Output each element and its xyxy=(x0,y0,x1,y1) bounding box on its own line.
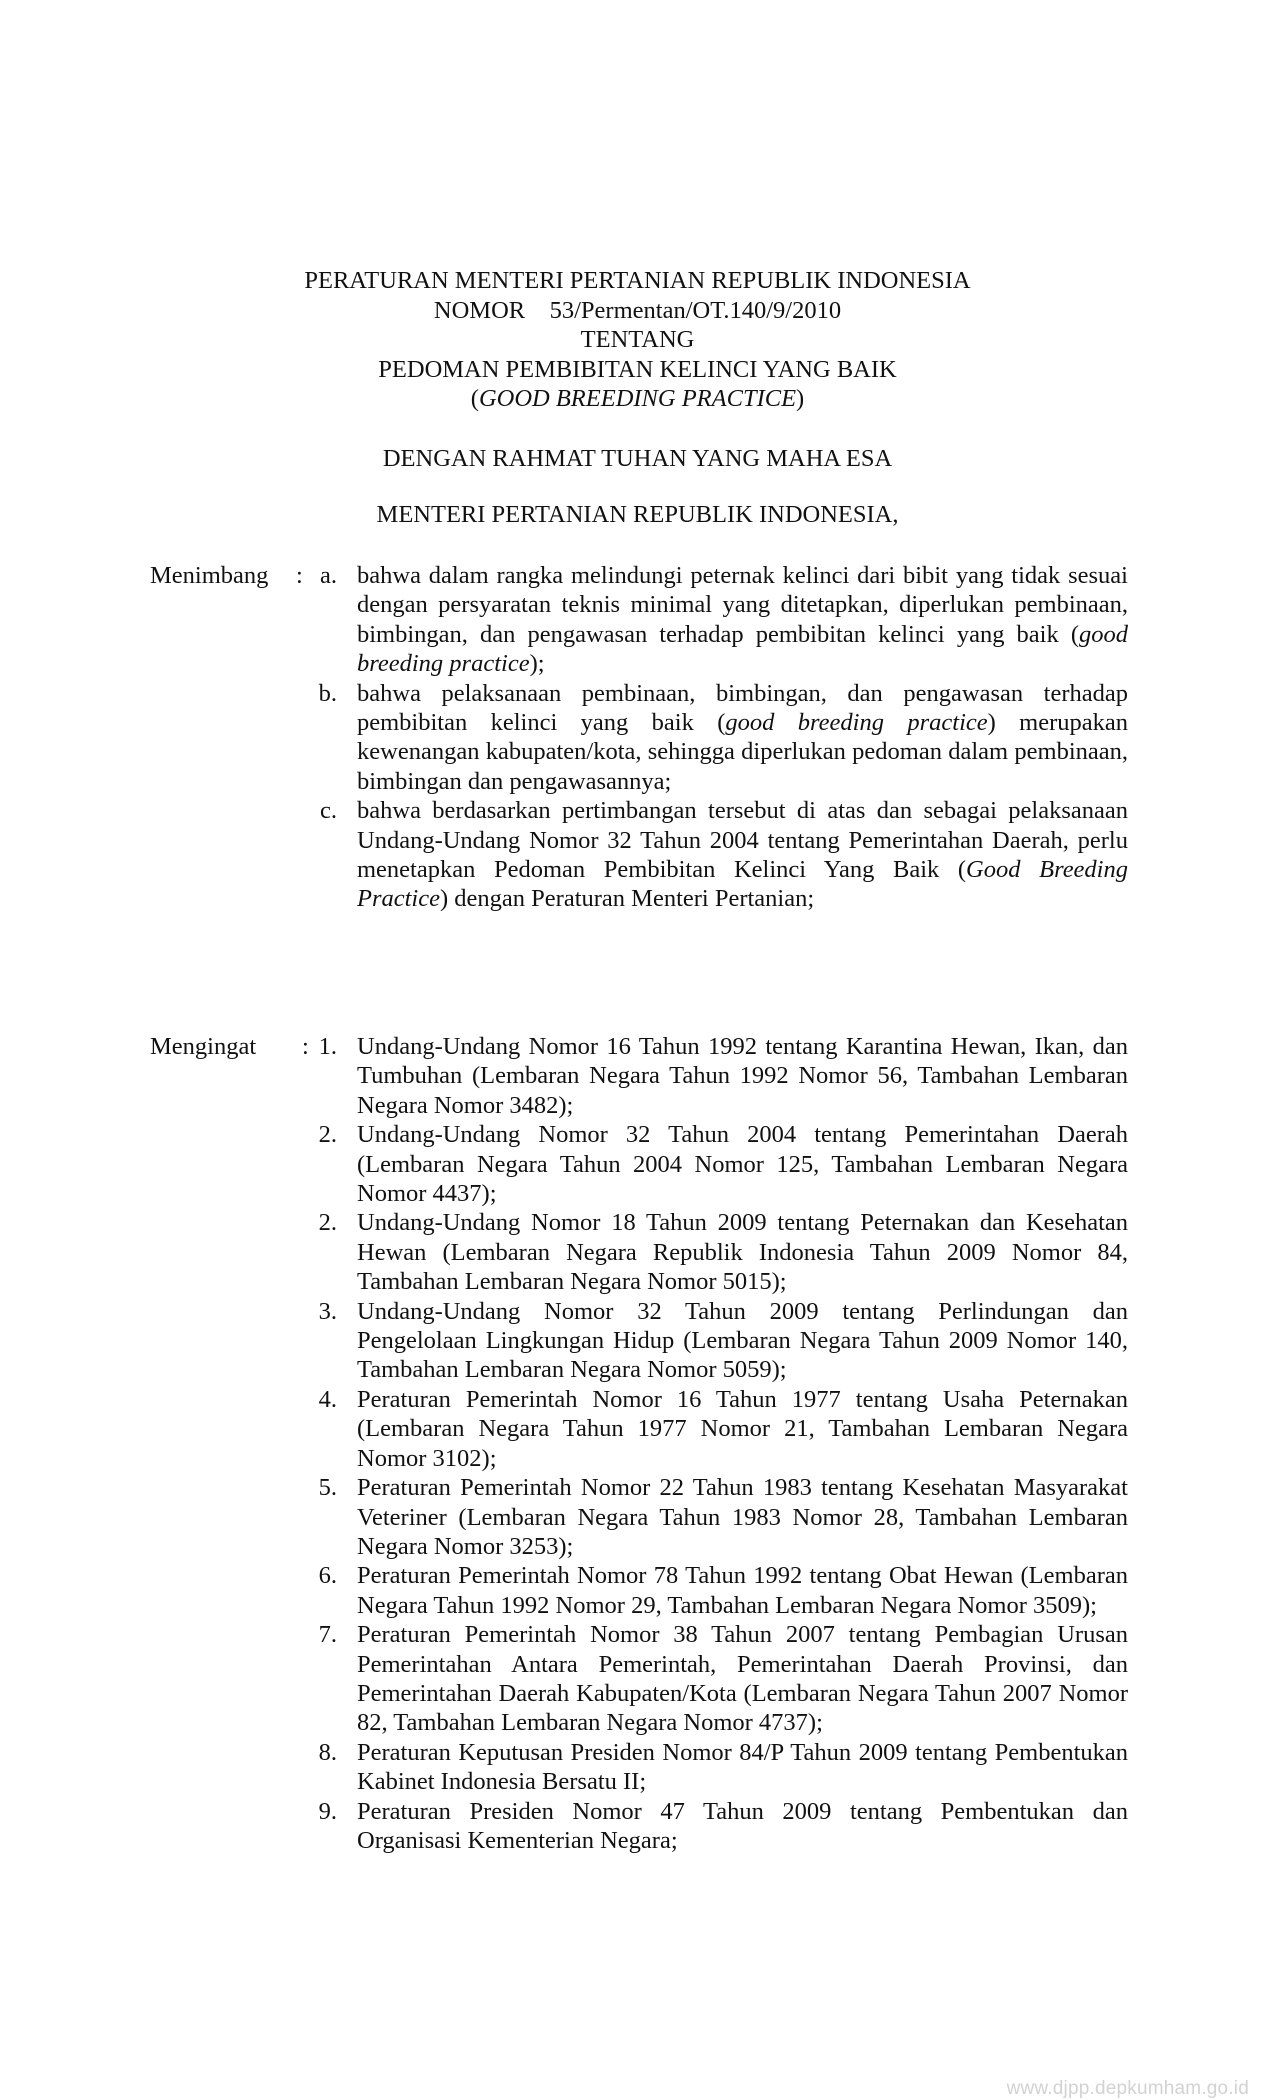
mengingat-item xyxy=(0,1032,1275,1120)
header-subject-english: (GOOD BREEDING PRACTICE) xyxy=(470,385,805,412)
item-marker: 4. xyxy=(318,1385,337,1413)
invocation: DENGAN RAHMAT TUHAN YANG MAHA ESA xyxy=(382,445,893,472)
item-text: bahwa dalam rangka melindungi peternak kelinci dari bibit yang tidak sesuai dengan persyaratan teknis minimal yang ditetapkan, diperlukan pembinaan, bimbingan, dan pengawasan terhadap pembibitan kelinci yang baik (good breeding practice); xyxy=(357,562,1128,678)
item-marker: 9. xyxy=(318,1797,337,1825)
item-marker: 3. xyxy=(318,1297,337,1325)
item-text: Undang-Undang Nomor 18 Tahun 2009 tentang Peternakan dan Kesehatan Hewan (Lembaran Negara Republik Indonesia Tahun 2009 Nomor 84, Tambahan Lembaran Negara Nomor 5015); xyxy=(357,1209,1128,1296)
item-marker: c. xyxy=(320,797,337,825)
watermark-url: www.djpp.depkumham.go.id xyxy=(1006,2078,1249,2099)
item-text: Peraturan Pemerintah Nomor 22 Tahun 1983 tentang Kesehatan Masyarakat Veteriner (Lembaran Negara Tahun 1983 Nomor 28, Tambahan Lembaran Negara Nomor 3253); xyxy=(357,1474,1128,1560)
item-text: bahwa pelaksanaan pembinaan, bimbingan, dan pengawasan terhadap pembibitan kelinci yang baik (good breeding practice) merupakan kewenangan kabupaten/kota, sehingga diperlukan pedoman dalam pembinaan, bimbingan dan pengawasannya; xyxy=(357,679,1129,795)
menimbang-colon: : xyxy=(296,562,303,589)
item-text: bahwa berdasarkan pertimbangan tersebut di atas dan sebagai pelaksanaan Undang-Undang Nomor 32 Tahun 2004 tentang Pemerintahan Daerah, perlu menetapkan Pedoman Pembibitan Kelinci Yang Baik (Good Breeding Practice) dengan Peraturan Menteri Pertanian; xyxy=(357,797,1128,913)
item-text: Peraturan Pemerintah Nomor 38 Tahun 2007 tentang Pembagian Urusan Pemerintahan Antara Pemerintah, Pemerintahan Daerah Provinsi, dan Pemerintahan Daerah Kabupaten/Kota (Lembaran Negara Tahun 2007 Nomor 82, Tambahan Lembaran Negara Nomor 4737); xyxy=(357,1621,1128,1737)
header-number: NOMOR 53/Permentan/OT.140/9/2010 xyxy=(433,296,842,324)
mengingat-item xyxy=(0,1738,1275,1797)
item-text: Peraturan Keputusan Presiden Nomor 84/P Tahun 2009 tentang Pembentukan Kabinet Indonesia Bersatu II; xyxy=(357,1738,1128,1796)
mengingat-item xyxy=(0,1385,1275,1473)
menimbang-item-c xyxy=(0,796,1275,914)
mengingat-item xyxy=(0,1208,1275,1296)
menimbang-item-b xyxy=(0,679,1275,797)
item-text: Peraturan Pemerintah Nomor 16 Tahun 1977 tentang Usaha Peternakan (Lembaran Negara Tahun 1977 Nomor 21, Tambahan Lembaran Negara Nomor 3102); xyxy=(357,1385,1128,1472)
item-marker: 2. xyxy=(318,1121,337,1149)
mengingat-label: Mengingat xyxy=(150,1033,257,1060)
item-marker: 8. xyxy=(318,1738,337,1766)
mengingat-item xyxy=(0,1473,1275,1561)
menimbang-list xyxy=(0,561,1275,914)
header-title: PERATURAN MENTERI PERTANIAN REPUBLIK INDONESIA xyxy=(304,267,971,294)
item-marker: 5. xyxy=(318,1474,337,1502)
mengingat-item xyxy=(0,1797,1275,1856)
mengingat-item xyxy=(0,1297,1275,1385)
mengingat-colon: : xyxy=(302,1033,309,1060)
item-marker: 6. xyxy=(318,1562,337,1590)
item-text: Peraturan Presiden Nomor 47 Tahun 2009 tentang Pembentukan dan Organisasi Kementerian Negara; xyxy=(357,1797,1128,1854)
header-subject: PEDOMAN PEMBIBITAN KELINCI YANG BAIK xyxy=(378,355,897,383)
item-text: Undang-Undang Nomor 32 Tahun 2004 tentang Pemerintahan Daerah (Lembaran Negara Tahun 2004 Nomor 125, Tambahan Lembaran Negara Nomor 4437); xyxy=(357,1121,1128,1208)
item-text: Undang-Undang Nomor 32 Tahun 2009 tentang Perlindungan dan Pengelolaan Lingkungan Hidup (Lembaran Negara Tahun 2009 Nomor 140, Tambahan Lembaran Negara Nomor 5059); xyxy=(357,1297,1128,1384)
item-marker: 1. xyxy=(318,1033,337,1060)
minister-heading: MENTERI PERTANIAN REPUBLIK INDONESIA, xyxy=(376,501,899,528)
mengingat-item xyxy=(0,1561,1275,1620)
menimbang-item-a xyxy=(0,561,1275,679)
regulation-header xyxy=(0,266,1275,414)
item-text: Undang-Undang Nomor 16 Tahun 1992 tentang Karantina Hewan, Ikan, dan Tumbuhan (Lembaran Negara Tahun 1992 Nomor 56, Tambahan Lembaran Negara Nomor 3482); xyxy=(357,1033,1128,1119)
item-marker: b. xyxy=(318,679,337,707)
item-marker: a. xyxy=(320,562,337,589)
item-text: Peraturan Pemerintah Nomor 78 Tahun 1992 tentang Obat Hewan (Lembaran Negara Tahun 1992 Nomor 29, Tambahan Lembaran Negara Nomor 3509); xyxy=(357,1562,1128,1619)
header-tentang: TENTANG xyxy=(580,326,695,353)
item-marker: 2. xyxy=(318,1209,337,1237)
mengingat-list xyxy=(0,1032,1275,1855)
item-marker: 7. xyxy=(318,1621,337,1649)
menimbang-label: Menimbang xyxy=(150,562,269,589)
mengingat-item xyxy=(0,1620,1275,1738)
mengingat-item xyxy=(0,1120,1275,1208)
